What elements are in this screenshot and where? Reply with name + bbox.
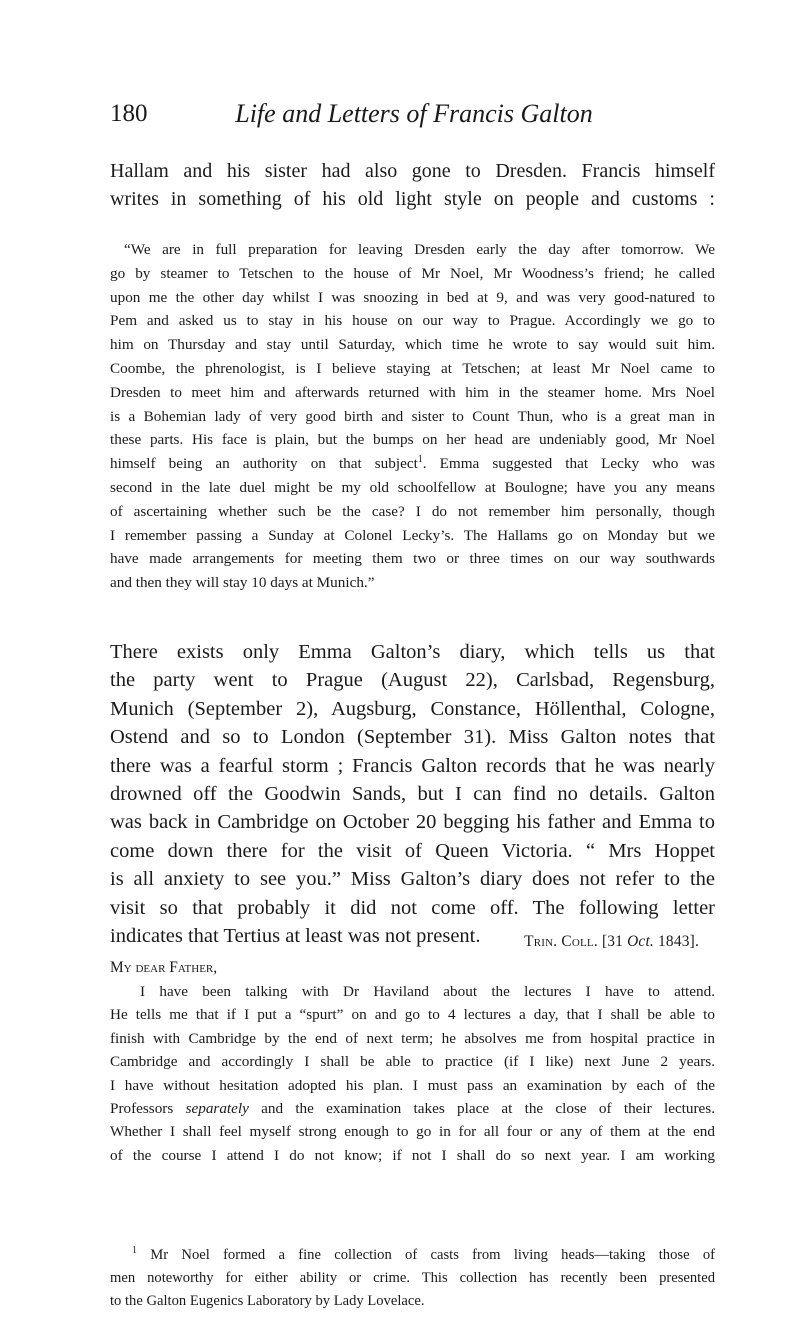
lead-line: Hallam and his sister had also gone to Dresden. Francis himself (110, 160, 715, 182)
quote-line: and then they will stay 10 days at Munich.” (110, 574, 375, 592)
narrative-line: Munich (September 2), Augsburg, Constance, Höllenthal, Cologne, (110, 697, 715, 720)
quote-line: second in the late duel might be my old schoolfellow at Boulogne; have you any means (110, 478, 715, 496)
narrative-line: There exists only Emma Galton’s diary, which tells us that (110, 641, 715, 663)
quote-line: Pem and asked us to stay in his house on our way to Prague. Accordingly we go to (110, 312, 715, 330)
quote-line: upon me the other day whilst I was snoozing in bed at 9, and was very good-natured to (110, 288, 715, 306)
quote-line: I remember passing a Sunday at Colonel Lecky’s. The Hallams go on Monday but we (110, 526, 715, 544)
lead-line: writes in something of his old light style on people and customs : (110, 188, 715, 210)
letter-dateline (110, 930, 715, 954)
quote-line: “We are in full preparation for leaving Dresden early the day after tomorrow. We (124, 241, 715, 258)
quote-line: Dresden to meet him and afterwards returned with him in the steamer home. Mrs Noel (110, 383, 715, 401)
letter-line-text: Professors (110, 1100, 186, 1118)
letter-salutation: My dear Father, (110, 959, 218, 976)
quote-line-text: . Emma suggested that Lecky who was (422, 455, 715, 473)
letter-line: of the course I attend I do not know; if not I shall do so next year. I am working (110, 1146, 715, 1164)
footnote-line-text: Mr Noel formed a fine collection of casts from living heads—taking those of (137, 1247, 715, 1263)
footnote-reference[interactable]: 1 (417, 454, 423, 466)
footnote (110, 1244, 715, 1314)
letter-line: finish with Cambridge by the end of next term; he absolves me from hospital practice in (110, 1029, 715, 1047)
running-title: Life and Letters of Francis Galton (235, 99, 593, 128)
letter-line: I have without hesitation adopted his plan. I must pass an examination by each of the (110, 1076, 715, 1094)
narrative-line: Ostend and so to London (September 31). Miss Galton notes that (110, 726, 715, 749)
quote-line: have made arrangements for meeting them two or three times on our way southwards (110, 550, 715, 568)
letter-line: I have been talking with Dr Haviland about the lectures I have to attend. (140, 983, 715, 1000)
letter-date-month: Oct. (627, 933, 654, 950)
letter-date-open: [31 (601, 933, 628, 950)
narrative-line: is all anxiety to see you.” Miss Galton’s diary does not refer to the (110, 868, 715, 891)
quoted-letter (110, 238, 715, 595)
lead-paragraph (110, 157, 715, 213)
letter-date-close: 1843]. (653, 933, 699, 950)
letter-heading (110, 930, 715, 980)
narrative-paragraph (110, 638, 715, 950)
quote-line-text: himself being an authority on that subject (110, 455, 418, 473)
quote-line (110, 452, 715, 476)
page-header (110, 98, 710, 138)
quote-line: is a Bohemian lady of very good birth and sister to Count Thun, who is a great man in (110, 407, 715, 425)
quote-line: go by steamer to Tetschen to the house of Mr Noel, Mr Woodness’s friend; he called (110, 264, 715, 282)
letter-emphasis: separately (185, 1100, 249, 1118)
letter-line: Cambridge and accordingly I shall be able to practice (if I like) next June 2 years. (110, 1053, 715, 1071)
quote-line: him on Thursday and stay until Saturday, which time he wrote to say would suit him. (110, 336, 715, 354)
quote-line: these parts. His face is plain, but the bumps on her head are undeniably good, Mr Noel (110, 431, 715, 449)
footnote-line (110, 1244, 715, 1267)
narrative-line: indicates that Tertius at least was not present. (110, 925, 481, 948)
narrative-line: was back in Cambridge on October 20 begging his father and Emma to (110, 811, 715, 834)
letter-line: Whether I shall feel myself strong enough to go in for all four or any of them at the end (110, 1123, 715, 1141)
letter-line (110, 1097, 715, 1120)
narrative-line: visit so that probably it did not come off. The following letter (110, 896, 715, 919)
narrative-line: drowned off the Goodwin Sands, but I can find no details. Galton (110, 783, 715, 806)
footnote-line: to the Galton Eugenics Laboratory by Lady Lovelace. (110, 1293, 425, 1310)
narrative-line: come down there for the visit of Queen Victoria. “ Mrs Hoppet (110, 839, 715, 862)
letter-place: Trin. Coll. (524, 933, 598, 950)
letter-line-text: and the examination takes place at the close of their lectures. (248, 1100, 715, 1118)
narrative-line: the party went to Prague (August 22), Carlsbad, Regensburg, (110, 669, 715, 692)
letter-body (110, 980, 715, 1167)
footnote-mark: 1 (132, 1245, 137, 1257)
letter-line: He tells me that if I put a “spurt” on and go to 4 lectures a day, that I shall be able to (110, 1006, 715, 1024)
quote-line: of ascertaining whether such be the case? I do not remember him personally, though (110, 502, 715, 520)
page-number: 180 (110, 100, 148, 127)
narrative-line: there was a fearful storm ; Francis Galton records that he was nearly (110, 754, 715, 777)
quote-line: Coombe, the phrenologist, is I believe staying at Tetschen; at least Mr Noel came to (110, 359, 715, 377)
footnote-line: men noteworthy for either ability or crime. This collection has recently been presented (110, 1270, 715, 1287)
